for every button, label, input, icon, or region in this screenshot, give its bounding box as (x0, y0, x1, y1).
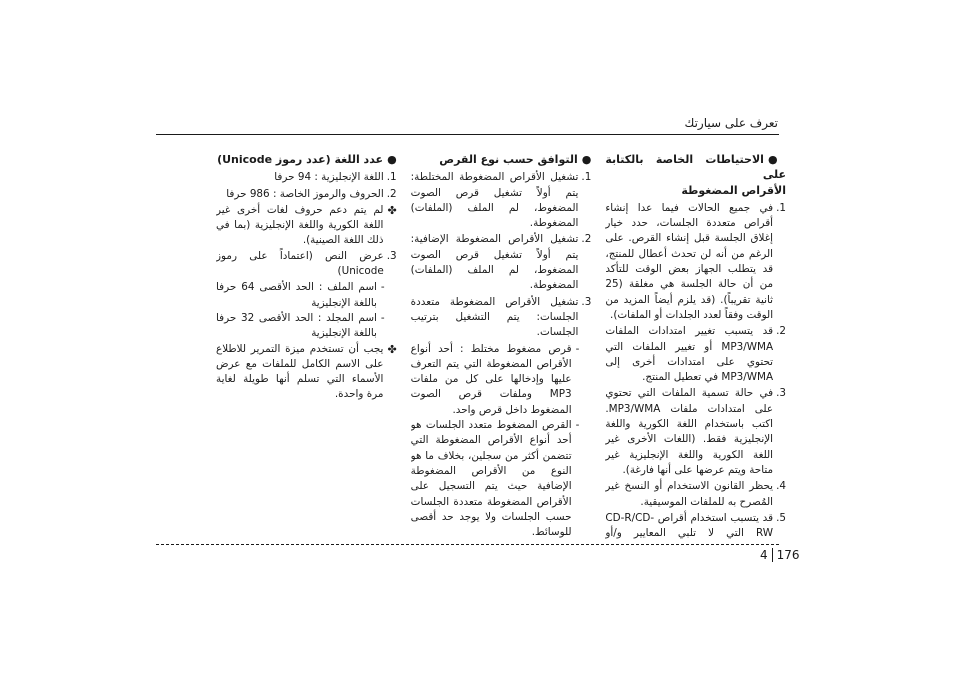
page-header (0, 0, 960, 140)
column-heading: ●الاحتياطات الخاصة بالكتابة على الأقراص المضغوطة (605, 153, 787, 197)
footer-rule (156, 544, 779, 545)
list-item: 1. تشغيل الأقراص المضغوطة المختلطة: يتم أولاً تشغيل قرص الصوت المضغوط، لم الملف (الملفات) المضغوطة. (410, 171, 592, 230)
note-icon: ✤ (387, 342, 397, 356)
list-item: 2. الحروف والرموز الخاصة : 986 حرفا (226, 187, 397, 200)
list-item: 1. اللغة الإنجليزية : 94 حرفا (274, 171, 397, 184)
list-item: 3. عرض النص (اعتماداً على رموز Unicode) (216, 249, 397, 278)
page-count: 176 (776, 548, 800, 562)
note: ✤ يجب أن تستخدم ميزة التمرير للاطلاع على الاسم الكامل للملفات مع عرض الأسماء التي تسلم أنها طويلة لغاية مرة واحدة. (216, 342, 397, 403)
column-heading: ●عدد اللغة (عدد رموز Unicode) (217, 153, 397, 166)
chapter-number: 4 (760, 548, 773, 562)
sub-item: - القرص المضغوط متعدد الجلسات هو أحد أنواع الأقراص المضغوطة التي تتضمن أكثر من سجلين، بخلاف ما هو النوع من الأقراص المضغوطة الإضافية حيث يتم التسجيل على الأقراص المضغوطة متعددة الجلسات حسب الجلسات ولا يوجد حد أقصى للوسائط. (410, 419, 580, 539)
list-item: 2. قد يتسبب تغيير امتدادات الملفات MP3/WMA أو تغيير الملفات التي تحتوي على امتدادات أخرى إلى MP3/WMA في تعطيل المنتج. (605, 325, 787, 384)
list-item: 5. قد يتسبب استخدام أقراص CD-R/CD-RW التي لا تلبي المعايير و/أو (605, 511, 787, 540)
list-item: 3. تشغيل الأقراص المضغوطة متعددة الجلسات: يتم التشغيل بترتيب الجلسات. (410, 295, 592, 339)
bullet-icon: ● (387, 153, 397, 166)
column-writing-precautions (605, 152, 786, 540)
column-disc-compatibility (411, 152, 592, 540)
bullet-icon: ● (767, 153, 786, 166)
column-heading: ●التوافق حسب نوع القرص (439, 153, 592, 166)
content-columns (216, 152, 786, 540)
sub-item: - قرص مضغوط مختلط : أحد أنواع الأقراص المضغوطة التي يتم التعرف عليها وإدخالها على كل من ملفات MP3 وملفات قرص الصوت المضغوط داخل قرص واحد. (410, 342, 580, 416)
list-item: 4. يحظر القانون الاستخدام أو النسخ غير المُصرح به للملفات الموسيقية. (605, 480, 787, 508)
section-title: تعرف على سيارتك (684, 116, 778, 130)
column-language-count (216, 152, 397, 540)
bullet-icon: ● (581, 153, 592, 166)
header-rule (156, 134, 779, 135)
list-item: 1. في جميع الحالات فيما عدا إنشاء أقراص متعددة الجلسات، حدد خيار إغلاق الجلسة قبل إنشاء القرص. على الرغم من أنه لن تحدث أعطال للمنتج، قد يتطلب الجهاز بعض الوقت للتأكد من أن حالة الجلسة هي مغلقة (25 ثانية تقريباً). (قد يلزم أيضاً المزيد من الوقت وفقاً لعدد الجلدات أو الملفات). (605, 201, 787, 321)
note-icon: ✤ (387, 203, 397, 217)
sub-item: - اسم المجلد : الحد الأقصى 32 حرفا باللغة الإنجليزية (216, 311, 385, 340)
page-number (760, 548, 800, 562)
note: ✤ لم يتم دعم حروف لغات أخرى غير اللغة الكورية واللغة الإنجليزية (بما في ذلك اللغة الصينية). (216, 203, 397, 249)
sub-item: - اسم الملف : الحد الأقصى 64 حرفا باللغة الإنجليزية (216, 281, 385, 309)
list-item: 2. تشغيل الأقراص المضغوطة الإضافية: يتم أولاً تشغيل قرص الصوت المضغوط، لم الملف (الملفات) المضغوطة. (410, 233, 592, 292)
list-item: 3. في حالة تسمية الملفات التي تحتوي على امتدادات ملفات MP3/WMA. اكتب باستخدام اللغة الكورية واللغة الإنجليزية فقط. (اللغات الأخرى غير اللغة الكورية واللغة الإنجليزية غير متاحة ويتم عرضها على أنها فارغة). (605, 387, 787, 476)
